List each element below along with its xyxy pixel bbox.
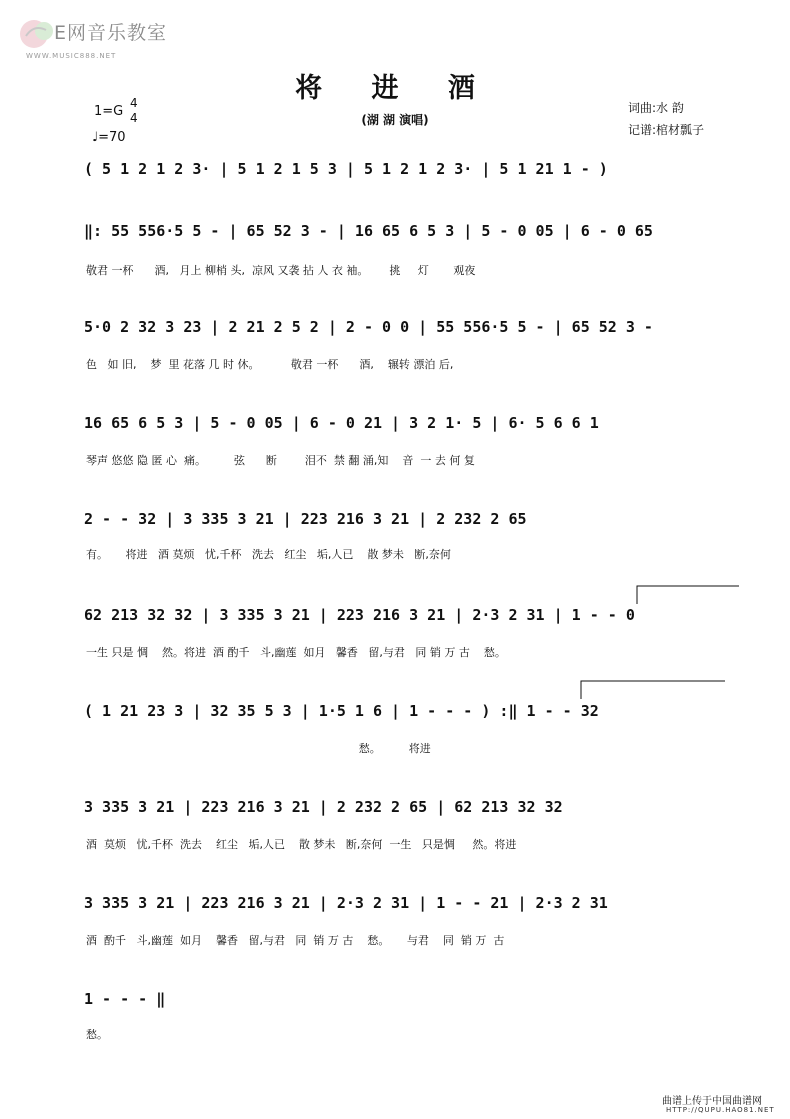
volta-2-bracket — [580, 680, 726, 700]
notation-line-6: 62 213 32 32 | 3 335 3 21 | 223 216 3 21 | 2·3 2 31 | 1 - - 0 — [84, 606, 635, 624]
notation-line-9: 3 335 3 21 | 223 216 3 21 | 2·3 2 31 | 1 - - 21 | 2·3 2 31 — [84, 894, 608, 912]
logo-text: E网音乐教室 — [54, 22, 168, 44]
notation-line-4: 16 65 6 5 3 | 5 - 0 05 | 6 - 0 21 | 3 2 1· 5 | 6· 5 6 6 1 — [84, 414, 599, 432]
singer: (湖 湖 演唱) — [361, 113, 429, 127]
tempo: ♩=70 — [92, 130, 126, 145]
time-signature — [130, 96, 138, 126]
lyricist: 词曲:水 韵 — [628, 101, 684, 115]
notation-line-3: 5·0 2 32 3 23 | 2 21 2 5 2 | 2 - 0 0 | 55 556·5 5 - | 65 52 3 - — [84, 318, 653, 336]
lyric-line-5: 有。 将进 酒 莫烦 忧,千杯 洗去 红尘 垢,人已 散 梦未 断,奈何 — [86, 548, 451, 561]
footer-url: HTTP://QUPU.HAO81.NET — [666, 1106, 775, 1114]
lyric-line-10: 愁。 — [86, 1028, 108, 1041]
lyric-line-8: 酒 莫烦 忧,千杯 洗去 红尘 垢,人已 散 梦未 断,奈何 一生 只是惆 然。将进 — [86, 838, 517, 851]
notation-line-1: ( 5 1 2 1 2 3· | 5 1 2 1 5 3 | 5 1 2 1 2 3· | 5 1 21 1 - ) — [84, 160, 608, 178]
footer-source: 曲谱上传于中国曲谱网 — [662, 1096, 762, 1107]
lyric-line-6: 一生 只是 惆 然。将进 酒 酌千 斗,幽莲 如月 馨香 留,与君 同 销 万 古 愁。 — [86, 646, 506, 659]
volta-1-bracket — [636, 585, 740, 605]
lyric-line-9: 酒 酌千 斗,幽莲 如月 馨香 留,与君 同 销 万 古 愁。 与君 同 销 万 古 — [86, 934, 505, 947]
notation-line-5: 2 - - 32 | 3 335 3 21 | 223 216 3 21 | 2 232 2 65 — [84, 510, 527, 528]
notation-line-10: 1 - - - ‖ — [84, 990, 166, 1008]
notation-line-7: ( 1 21 23 3 | 32 35 5 3 | 1·5 1 6 | 1 - - - ) :‖ 1 - - 32 — [84, 702, 599, 720]
logo-url: WWW.MUSIC888.NET — [26, 52, 117, 60]
time-bottom: 4 — [130, 111, 138, 125]
lyric-line-2: 敬君 一杯 酒, 月上 柳梢 头, 凉风 又袭 拈 人 衣 袖。 挑 灯 观夜 — [86, 264, 476, 277]
lyric-line-7: 愁。 将进 — [86, 742, 431, 755]
time-top: 4 — [130, 96, 138, 110]
lyric-line-4: 琴声 悠悠 隐 匿 心 痛。 弦 断 泪不 禁 翻 涌,知 音 一 去 何 复 — [86, 454, 475, 467]
key-signature: 1=G — [94, 104, 124, 119]
lyric-line-3: 色 如 旧, 梦 里 花落 几 时 休。 敬君 一杯 酒, 辗转 漂泊 后, — [86, 358, 454, 371]
transcriber: 记谱:棺材瓢子 — [628, 123, 705, 137]
notation-line-8: 3 335 3 21 | 223 216 3 21 | 2 232 2 65 | 62 213 32 32 — [84, 798, 563, 816]
song-title: 将 进 酒 — [295, 73, 495, 104]
notation-line-2: ‖: 55 556·5 5 - | 65 52 3 - | 16 65 6 5 3 | 5 - 0 05 | 6 - 0 65 — [84, 222, 653, 240]
